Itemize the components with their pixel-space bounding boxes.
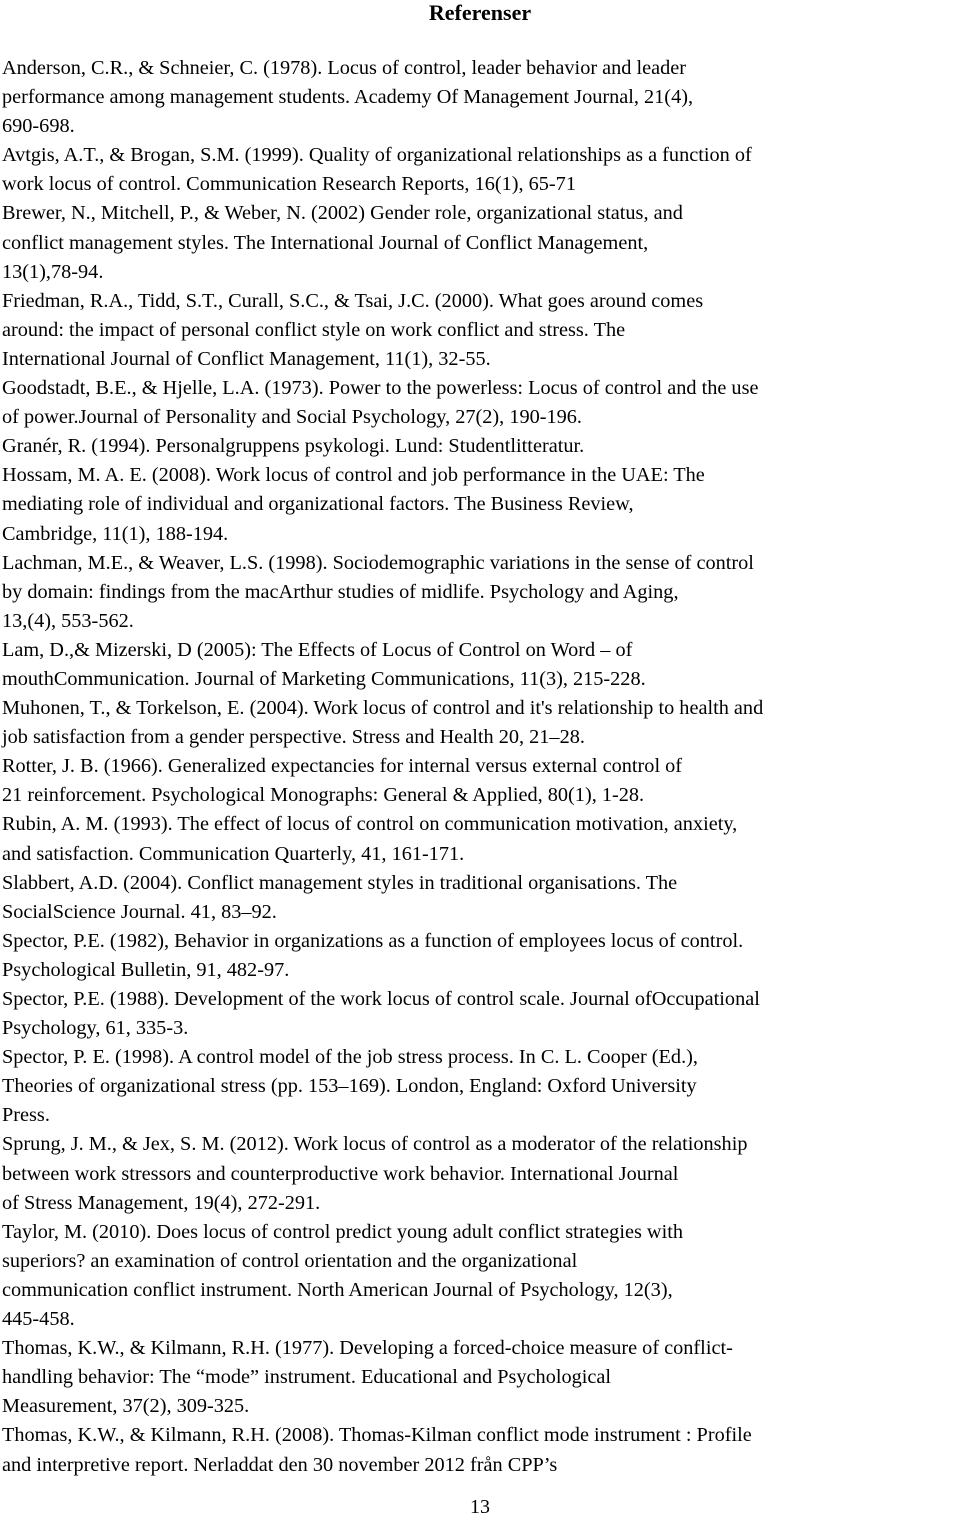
reference-line: mediating role of individual and organizational factors. The Business Review, bbox=[2, 493, 634, 516]
reference-entry bbox=[2, 694, 958, 752]
reference-line: Slabbert, A.D. (2004). Conflict management styles in traditional organisations. The bbox=[2, 871, 678, 894]
reference-line: 445-458. bbox=[2, 1308, 75, 1331]
reference-line: 13(1),78-94. bbox=[2, 260, 104, 283]
reference-entry bbox=[2, 1334, 958, 1421]
reference-entry bbox=[2, 54, 958, 141]
reference-line: International Journal of Conflict Management, 11(1), 32-55. bbox=[2, 347, 491, 370]
reference-line: 690-698. bbox=[2, 115, 75, 138]
reference-entry bbox=[2, 141, 958, 199]
reference-line: Granér, R. (1994). Personalgruppens psykologi. Lund: Studentlitteratur. bbox=[2, 435, 585, 458]
page-number: 13 bbox=[470, 1496, 490, 1518]
reference-entry bbox=[2, 1043, 958, 1130]
reference-line: of Stress Management, 19(4), 272-291. bbox=[2, 1191, 321, 1214]
reference-line: mouthCommunication. Journal of Marketing Communications, 11(3), 215-228. bbox=[2, 667, 646, 690]
reference-line: communication conflict instrument. North American Journal of Psychology, 12(3), bbox=[2, 1278, 673, 1301]
reference-entry bbox=[2, 287, 958, 374]
reference-line: Lachman, M.E., & Weaver, L.S. (1998). Sociodemographic variations in the sense of control bbox=[2, 551, 754, 574]
reference-line: Psychological Bulletin, 91, 482-97. bbox=[2, 958, 290, 981]
reference-line: Sprung, J. M., & Jex, S. M. (2012). Work locus of control as a moderator of the relationship bbox=[2, 1133, 748, 1156]
reference-line: Psychology, 61, 335-3. bbox=[2, 1017, 189, 1040]
reference-entry bbox=[2, 636, 958, 694]
reference-line: Rotter, J. B. (1966). Generalized expectancies for internal versus external control of bbox=[2, 755, 683, 778]
reference-line: Friedman, R.A., Tidd, S.T., Curall, S.C., & Tsai, J.C. (2000). What goes around comes bbox=[2, 289, 704, 312]
reference-line: Brewer, N., Mitchell, P., & Weber, N. (2002) Gender role, organizational status, and bbox=[2, 202, 683, 225]
reference-entry bbox=[2, 752, 958, 810]
reference-line: Press. bbox=[2, 1104, 50, 1127]
reference-line: work locus of control. Communication Research Reports, 16(1), 65-71 bbox=[2, 173, 576, 196]
reference-line: Taylor, M. (2010). Does locus of control predict young adult conflict strategies with bbox=[2, 1220, 683, 1243]
reference-line: 21 reinforcement. Psychological Monographs: General & Applied, 80(1), 1-28. bbox=[2, 784, 645, 807]
reference-entry bbox=[2, 1130, 958, 1217]
reference-line: by domain: findings from the macArthur studies of midlife. Psychology and Aging, bbox=[2, 580, 679, 603]
reference-line: conflict management styles. The International Journal of Conflict Management, bbox=[2, 231, 649, 254]
reference-entry bbox=[2, 199, 958, 286]
reference-line: Thomas, K.W., & Kilmann, R.H. (2008). Thomas-Kilman conflict mode instrument : Profile bbox=[2, 1424, 752, 1447]
reference-line: of power.Journal of Personality and Social Psychology, 27(2), 190-196. bbox=[2, 406, 582, 429]
reference-line: Goodstadt, B.E., & Hjelle, L.A. (1973). Power to the powerless: Locus of control and the use bbox=[2, 377, 759, 400]
reference-entry bbox=[2, 810, 958, 868]
reference-line: Anderson, C.R., & Schneier, C. (1978). Locus of control, leader behavior and leader bbox=[2, 57, 687, 79]
reference-line: around: the impact of personal conflict style on work conflict and stress. The bbox=[2, 318, 626, 341]
reference-line: Hossam, M. A. E. (2008). Work locus of control and job performance in the UAE: The bbox=[2, 464, 705, 487]
reference-line: and interpretive report. Nerladdat den 30 november 2012 från CPP’s bbox=[2, 1453, 558, 1476]
reference-line: Spector, P.E. (1982), Behavior in organizations as a function of employees locus of control. bbox=[2, 929, 744, 952]
reference-line: Rubin, A. M. (1993). The effect of locus of control on communication motivation, anxiety, bbox=[2, 813, 738, 836]
reference-line: job satisfaction from a gender perspective. Stress and Health 20, 21–28. bbox=[2, 726, 585, 749]
reference-line: Spector, P. E. (1998). A control model of the job stress process. In C. L. Cooper (Ed.), bbox=[2, 1046, 698, 1069]
reference-line: Measurement, 37(2), 309-325. bbox=[2, 1395, 250, 1418]
reference-line: Muhonen, T., & Torkelson, E. (2004). Work locus of control and it's relationship to health and bbox=[2, 697, 764, 720]
reference-list bbox=[2, 54, 958, 1480]
reference-line: Theories of organizational stress (pp. 153–169). London, England: Oxford University bbox=[2, 1075, 697, 1098]
reference-line: Spector, P.E. (1988). Development of the work locus of control scale. Journal ofOccupational bbox=[2, 988, 760, 1010]
reference-line: performance among management students. Academy Of Management Journal, 21(4), bbox=[2, 86, 694, 109]
reference-line: between work stressors and counterproductive work behavior. International Journal bbox=[2, 1162, 679, 1185]
reference-line: SocialScience Journal. 41, 83–92. bbox=[2, 900, 277, 923]
reference-entry bbox=[2, 985, 958, 1043]
reference-entry bbox=[2, 1421, 958, 1479]
reference-entry bbox=[2, 927, 958, 985]
reference-line: Thomas, K.W., & Kilmann, R.H. (1977). Developing a forced-choice measure of conflict- bbox=[2, 1337, 733, 1360]
reference-line: Cambridge, 11(1), 188-194. bbox=[2, 522, 229, 545]
reference-line: handling behavior: The “mode” instrument. Educational and Psychological bbox=[2, 1366, 612, 1389]
page-title: Referenser bbox=[428, 0, 532, 25]
reference-line: Avtgis, A.T., & Brogan, S.M. (1999). Quality of organizational relationships as a function of bbox=[2, 144, 752, 167]
reference-line: 13,(4), 553-562. bbox=[2, 609, 134, 632]
reference-entry bbox=[2, 549, 958, 636]
reference-entry bbox=[2, 461, 958, 548]
reference-entry bbox=[2, 1218, 958, 1334]
reference-entry bbox=[2, 432, 958, 461]
reference-line: and satisfaction. Communication Quarterly, 41, 161-171. bbox=[2, 842, 465, 865]
reference-entry bbox=[2, 869, 958, 927]
reference-line: Lam, D.,& Mizerski, D (2005): The Effects of Locus of Control on Word – of bbox=[2, 638, 633, 661]
reference-entry bbox=[2, 374, 958, 432]
reference-line: superiors? an examination of control orientation and the organizational bbox=[2, 1249, 578, 1272]
